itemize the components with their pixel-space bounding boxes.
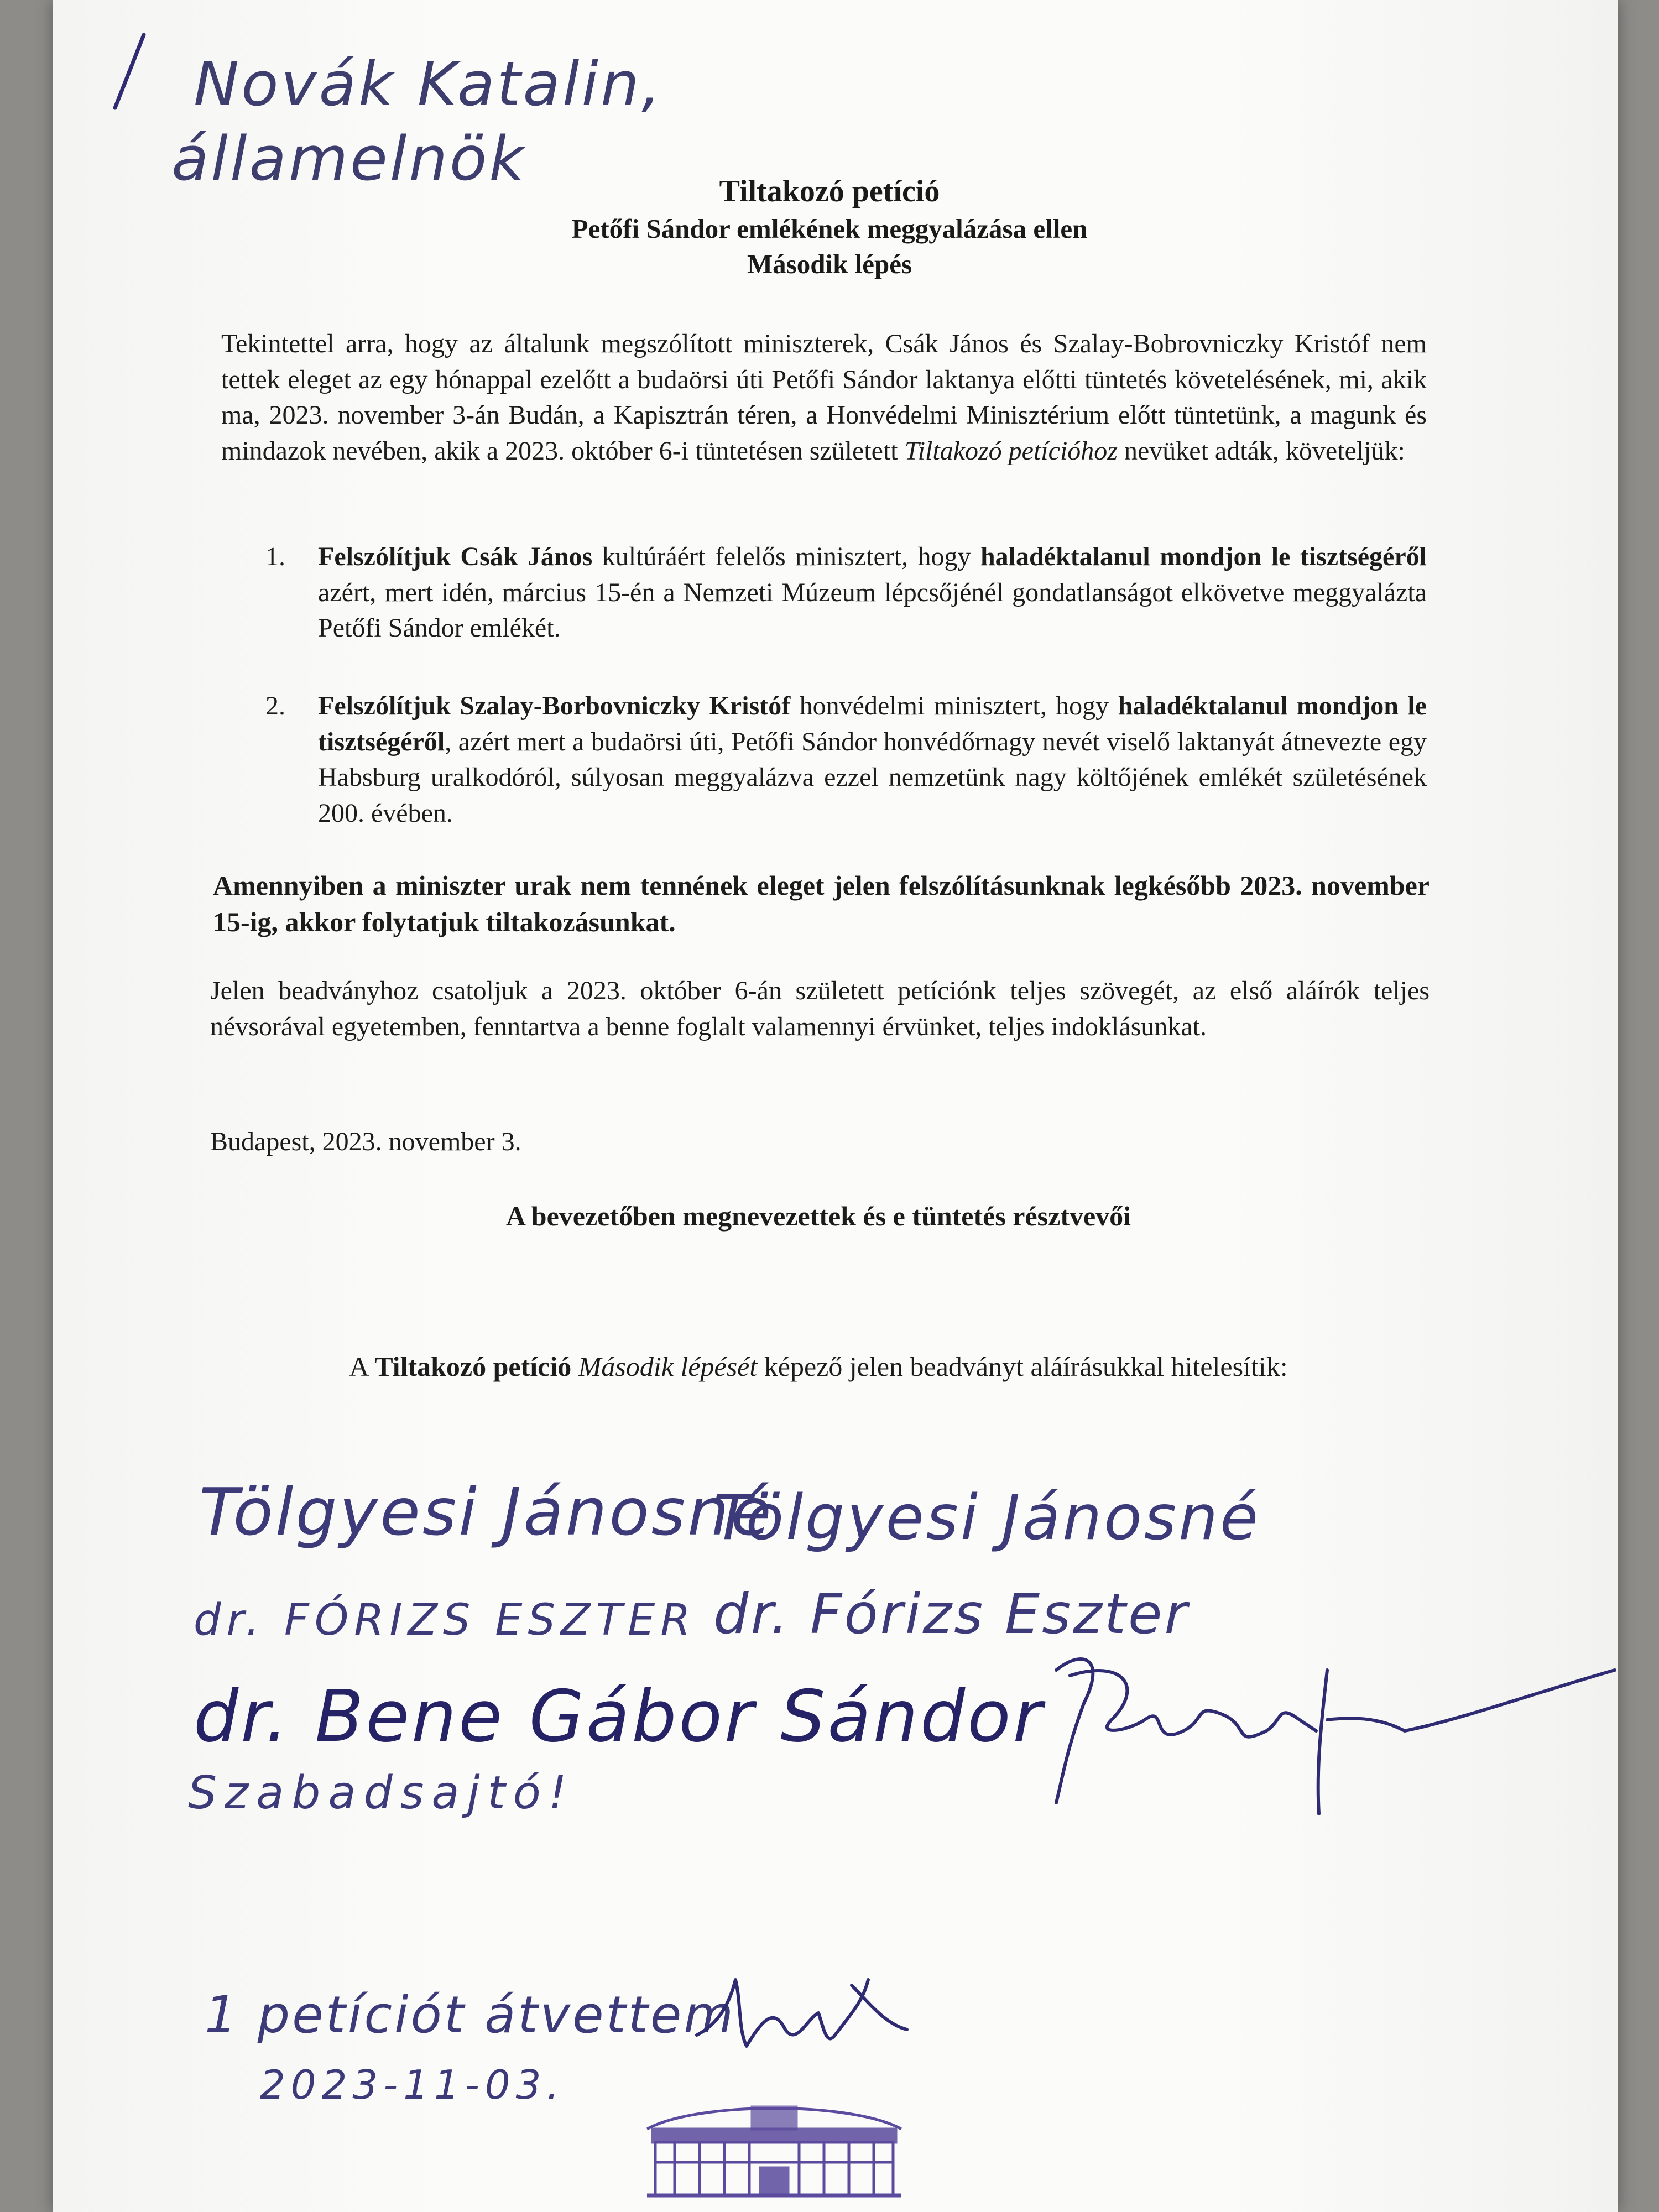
signature-tolgyesi-print: Tölgyesi Jánosné [199,1474,774,1550]
deadline-warning: Amennyiben a miniszter urak nem tennének eleget jelen felszólításunknak legkésőbb 2023. november 15-ig, akkor folytatjuk tiltakozásunkat. [213,870,1430,937]
intro-tail: nevüket adták, követeljük: [1117,436,1405,466]
auth-italic: Második lépését [578,1351,758,1382]
demand-text: honvédelmi minisztert, hogy [790,691,1118,721]
intro-paragraph [221,326,1427,469]
auth-bold: Tiltakozó petíció [374,1351,572,1382]
handwritten-slogan: Szabadsajtó! [188,1767,575,1819]
signature-forizs-print: dr. FÓRIZS ESZTER [194,1595,696,1645]
demand-number: 1. [265,542,285,571]
signature-bene-print: dr. Bene Gábor Sándor [194,1676,1045,1758]
demand-text-2: azért, mert idén, március 15-én a Nemzeti Múzeum lépcsőjénél gondatlanságot elkövetve meggyalázta Petőfi Sándor emlékét. [318,577,1427,643]
receiver-signature [686,1969,918,2063]
signature-forizs: dr. Fórizs Eszter [713,1582,1190,1646]
attachment-paragraph: Jelen beadványhoz csatoljuk a 2023. október 6-án született petíciónk teljes szövegét, az első aláírók teljes névsorával egyetemben, fenntartva a benne foglalt valamennyi érvünket, teljes indoklásunkat. [210,976,1430,1041]
demand-bold-2: haladéktalanul mondjon le tisztségéről [318,691,1427,757]
demand-list-2 [265,688,1427,831]
demand-item [265,539,1427,646]
addressee-title: államelnök [171,123,527,194]
demand-list-1 [265,539,1427,646]
addressee-name: Novák Katalin, [194,49,663,119]
page-title: Tiltakozó petíció [719,174,940,208]
demand-bold-2: haladéktalanul mondjon le tisztségéről [980,542,1427,571]
auth-text: A [349,1351,375,1382]
demand-text: kultúráért felelős minisztert, hogy [592,542,980,571]
demand-number: 2. [265,691,285,721]
receipt-date: 2023-11-03. [260,2062,565,2108]
receipt-note: 1 petíciót átvettem [205,1985,736,2044]
intro-text: Tekintettel arra, hogy az általunk megszólított miniszterek, Csák János és Szalay-Bobrovniczky Kristóf nem tettek eleget az egy hónappal ezelőtt a budaörsi úti Petőfi Sándor laktanya előtti tüntetés követelésének, mi, akik ma, 2023. november 3-án Budán, a Kapisztrán téren, a Honvédelmi Minisztérium előtt tüntetünk, a magunk és mindazok nevében, akik a 2023. október 6-i tüntetésen született [221,329,1427,466]
authentication-line [210,1350,1427,1383]
page-subtitle: Petőfi Sándor emlékének meggyalázása ellen [571,213,1088,244]
step-heading: Második lépés [747,249,912,279]
participants-heading: A bevezetőben megnevezettek és e tüntetés résztvevői [505,1201,1131,1232]
demand-text-2: , azért mert a budaörsi úti, Petőfi Sándor honvédőrnagy nevét viselő laktanyát átnevezte egy Habsburg uralkodóról, súlyosan meggyalázva ezzel nemzetünk nagy költőjének emlékét születésének 200. évében. [318,727,1427,828]
signature-bene-scrawl [1040,1637,1626,1819]
demand-item [265,688,1427,831]
place-date: Budapest, 2023. november 3. [210,1127,521,1156]
signature-tolgyesi: Tölgyesi Jánosné [713,1482,1260,1554]
building-stamp-icon [641,2085,907,2201]
petition-title-block [111,171,1548,282]
demand-bold: Felszólítjuk Csák János [318,542,593,571]
demand-bold: Felszólítjuk Szalay-Borbovniczky Kristóf [318,691,791,721]
intro-italic: Tiltakozó petícióhoz [904,436,1118,466]
auth-space [571,1351,578,1382]
auth-tail: képező jelen beadványt aláírásukkal hitelesítik: [757,1351,1288,1382]
